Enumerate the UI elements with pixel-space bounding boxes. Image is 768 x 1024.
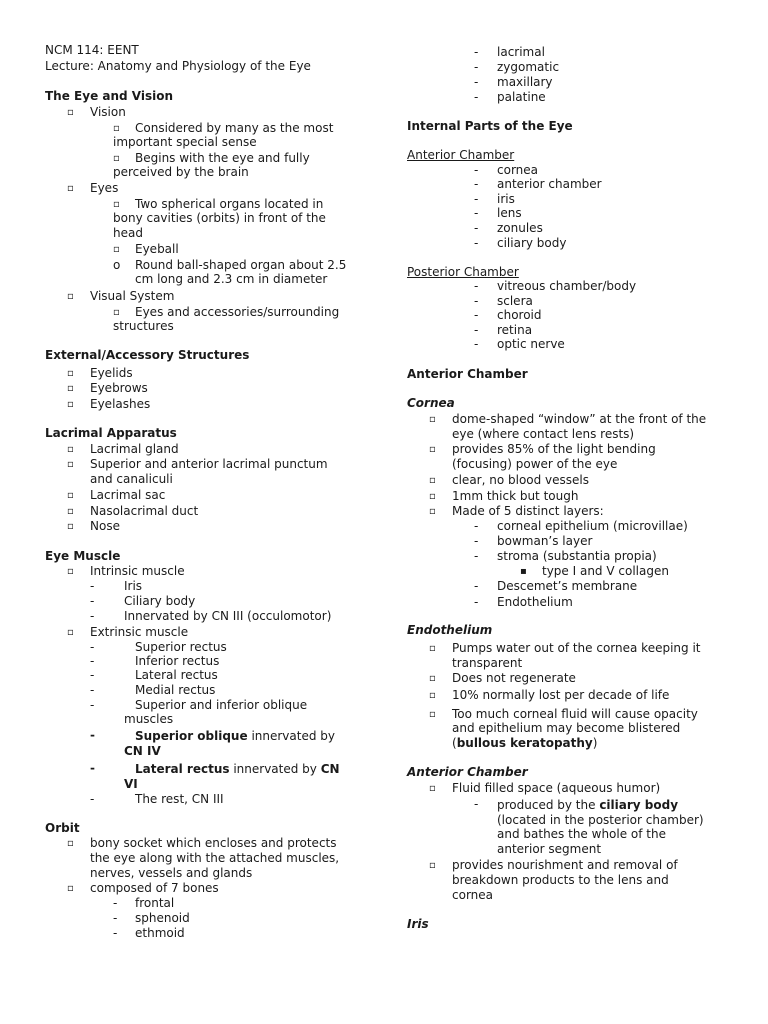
dash-bullet: -	[90, 683, 95, 697]
square-bullet: ▫	[67, 838, 74, 849]
section-heading-external: External/Accessory Structures	[45, 348, 250, 362]
square-bullet: ▫	[429, 783, 436, 794]
list-item: Begins with the eye and fully	[135, 151, 310, 165]
list-item-continued: head	[113, 226, 143, 240]
list-item: Nasolacrimal duct	[90, 504, 199, 518]
dash-bullet: -	[474, 75, 479, 89]
dash-bullet: -	[90, 761, 95, 775]
list-item: Eyelashes	[90, 397, 151, 411]
list-item: choroid	[497, 308, 542, 322]
subheading-iris: Iris	[407, 917, 429, 931]
list-item: 1mm thick but tough	[452, 489, 579, 503]
section-heading-lacrimal: Lacrimal Apparatus	[45, 426, 177, 440]
lecture-title: Lecture: Anatomy and Physiology of the Eye	[45, 59, 311, 73]
list-item: Visual System	[90, 289, 175, 303]
square-bullet: ▫	[429, 690, 436, 701]
list-item: Fluid filled space (aqueous humor)	[452, 781, 661, 795]
list-item: iris	[497, 192, 515, 206]
list-item-continued: cm long and 2.3 cm in diameter	[135, 272, 328, 286]
list-item-continued: bony cavities (orbits) in front of the	[113, 211, 326, 225]
list-item: corneal epithelium (microvillae)	[497, 519, 688, 533]
list-item-continued: muscles	[124, 712, 174, 726]
square-bullet: ▫	[429, 643, 436, 654]
list-item: Lacrimal gland	[90, 442, 179, 456]
filled-square-bullet: ▪	[520, 566, 527, 577]
list-item-continued: nerves, vessels and glands	[90, 866, 253, 880]
list-item: Superior rectus	[135, 640, 227, 654]
dash-bullet: -	[474, 236, 479, 250]
course-title: NCM 114: EENT	[45, 43, 139, 57]
list-item: sclera	[497, 294, 533, 308]
square-bullet: ▫	[429, 475, 436, 486]
list-item: ciliary body	[497, 236, 567, 250]
square-bullet: ▫	[429, 414, 436, 425]
list-item: optic nerve	[497, 337, 565, 351]
section-heading-internal: Internal Parts of the Eye	[407, 119, 573, 133]
square-bullet: ▫	[113, 153, 120, 164]
o-bullet: o	[113, 258, 121, 272]
list-item-continued: eye (where contact lens rests)	[452, 427, 635, 441]
square-bullet: ▫	[429, 506, 436, 517]
list-item: composed of 7 bones	[90, 881, 219, 895]
list-item: maxillary	[497, 75, 553, 89]
list-item: ethmoid	[135, 926, 185, 940]
square-bullet: ▫	[67, 627, 74, 638]
list-item: Extrinsic muscle	[90, 625, 189, 639]
dash-bullet: -	[474, 221, 479, 235]
list-item: Does not regenerate	[452, 671, 576, 685]
square-bullet: ▫	[429, 444, 436, 455]
list-item: Intrinsic muscle	[90, 564, 185, 578]
list-item-continued: important special sense	[113, 135, 257, 149]
list-item-continued: perceived by the brain	[113, 165, 249, 179]
square-bullet: ▫	[67, 399, 74, 410]
list-item: Lacrimal sac	[90, 488, 166, 502]
list-item-continued: transparent	[452, 656, 523, 670]
square-bullet: ▫	[429, 491, 436, 502]
square-bullet: ▫	[67, 459, 74, 470]
dash-bullet: -	[474, 337, 479, 351]
dash-bullet: -	[474, 206, 479, 220]
dash-bullet: -	[474, 308, 479, 322]
list-item: Eyelids	[90, 366, 133, 380]
list-item: Medial rectus	[135, 683, 216, 697]
list-item: anterior chamber	[497, 177, 602, 191]
section-heading-anterior-chamber: Anterior Chamber	[407, 367, 528, 381]
subheading-anterior-chamber-2: Anterior Chamber	[407, 765, 528, 779]
list-item: Considered by many as the most	[135, 121, 334, 135]
list-item: Descemet’s membrane	[497, 579, 638, 593]
dash-bullet: -	[90, 728, 95, 742]
dash-bullet: -	[474, 519, 479, 533]
list-item: Ciliary body	[124, 594, 196, 608]
dash-bullet: -	[474, 163, 479, 177]
list-item: zygomatic	[497, 60, 560, 74]
square-bullet: ▫	[113, 199, 120, 210]
list-item: The rest, CN III	[135, 792, 224, 806]
dash-bullet: -	[90, 609, 95, 623]
list-item: Lateral rectus	[135, 668, 218, 682]
dash-bullet: -	[90, 579, 95, 593]
list-item: dome-shaped “window” at the front of the	[452, 412, 707, 426]
dash-bullet: -	[474, 797, 479, 811]
dash-bullet: -	[90, 792, 95, 806]
dash-bullet: -	[90, 654, 95, 668]
list-item: bony socket which encloses and protects	[90, 836, 337, 850]
list-item-continued: VI	[124, 777, 138, 791]
dash-bullet: -	[474, 90, 479, 104]
list-item-continued: (located in the posterior chamber)	[497, 813, 704, 827]
dash-bullet: -	[474, 60, 479, 74]
subheading-cornea: Cornea	[407, 396, 455, 410]
dash-bullet: -	[474, 534, 479, 548]
dash-bullet: -	[474, 294, 479, 308]
list-item-continued: CN IV	[124, 744, 161, 758]
square-bullet: ▫	[67, 383, 74, 394]
list-item: provides 85% of the light bending	[452, 442, 656, 456]
list-item: Innervated by CN III (occulomotor)	[124, 609, 332, 623]
list-item-continued: structures	[113, 319, 174, 333]
list-item: frontal	[135, 896, 175, 910]
list-item: bowman’s layer	[497, 534, 593, 548]
dash-bullet: -	[113, 911, 118, 925]
list-item: Pumps water out of the cornea keeping it	[452, 641, 701, 655]
list-item: lens	[497, 206, 522, 220]
dash-bullet: -	[474, 279, 479, 293]
list-item: Superior and anterior lacrimal punctum	[90, 457, 328, 471]
section-heading-eye-vision: The Eye and Vision	[45, 89, 174, 103]
list-item: Inferior rectus	[135, 654, 220, 668]
list-item: Round ball-shaped organ about 2.5	[135, 258, 347, 272]
square-bullet: ▫	[429, 673, 436, 684]
list-item: Eyeball	[135, 242, 179, 256]
list-item: retina	[497, 323, 533, 337]
square-bullet: ▫	[113, 307, 120, 318]
list-item: lacrimal	[497, 45, 545, 59]
dash-bullet: -	[474, 549, 479, 563]
list-item: Endothelium	[497, 595, 573, 609]
list-item: Superior and inferior oblique	[135, 698, 308, 712]
list-item: Eyes	[90, 181, 119, 195]
dash-bullet: -	[90, 640, 95, 654]
list-item-continued: anterior segment	[497, 842, 602, 856]
square-bullet: ▫	[67, 521, 74, 532]
dash-bullet: -	[474, 595, 479, 609]
list-item: Iris	[124, 579, 143, 593]
square-bullet: ▫	[67, 444, 74, 455]
list-item-continued: and epithelium may become blistered	[452, 721, 681, 735]
list-item: palatine	[497, 90, 546, 104]
square-bullet: ▫	[67, 566, 74, 577]
list-item: type I and V collagen	[542, 564, 669, 578]
subheading-endothelium: Endothelium	[407, 623, 493, 637]
list-item-superior-oblique: Superior oblique innervated by	[135, 729, 335, 743]
section-heading-orbit: Orbit	[45, 821, 80, 835]
list-item-continued: and canaliculi	[90, 472, 173, 486]
square-bullet: ▫	[429, 709, 436, 720]
list-item: Vision	[90, 105, 126, 119]
square-bullet: ▫	[67, 490, 74, 501]
section-heading-eye-muscle: Eye Muscle	[45, 549, 121, 563]
list-item: zonules	[497, 221, 543, 235]
list-item: Too much corneal fluid will cause opacity	[452, 707, 698, 721]
dash-bullet: -	[474, 177, 479, 191]
square-bullet: ▫	[113, 123, 120, 134]
list-item-lateral-rectus: Lateral rectus innervated by CN	[135, 762, 340, 776]
list-item-ciliary-body: produced by the ciliary body	[497, 798, 679, 812]
list-item: Made of 5 distinct layers:	[452, 504, 604, 518]
square-bullet: ▫	[67, 506, 74, 517]
list-item: cornea	[497, 163, 539, 177]
list-item: Nose	[90, 519, 120, 533]
list-item-continued: the eye along with the attached muscles,	[90, 851, 340, 865]
list-item-bullous-keratopathy: (bullous keratopathy)	[452, 736, 598, 750]
list-item-continued: (focusing) power of the eye	[452, 457, 618, 471]
list-item: vitreous chamber/body	[497, 279, 637, 293]
square-bullet: ▫	[67, 883, 74, 894]
square-bullet: ▫	[67, 291, 74, 302]
square-bullet: ▫	[429, 860, 436, 871]
dash-bullet: -	[113, 926, 118, 940]
square-bullet: ▫	[67, 368, 74, 379]
list-item: sphenoid	[135, 911, 190, 925]
dash-bullet: -	[474, 45, 479, 59]
list-item: clear, no blood vessels	[452, 473, 590, 487]
dash-bullet: -	[474, 192, 479, 206]
list-item: Eyes and accessories/surrounding	[135, 305, 340, 319]
list-item: provides nourishment and removal of	[452, 858, 678, 872]
square-bullet: ▫	[67, 107, 74, 118]
list-item-continued: and bathes the whole of the	[497, 827, 666, 841]
subheading-anterior-chamber: Anterior Chamber	[407, 148, 515, 162]
dash-bullet: -	[90, 698, 95, 712]
dash-bullet: -	[474, 579, 479, 593]
dash-bullet: -	[113, 896, 118, 910]
square-bullet: ▫	[67, 183, 74, 194]
list-item: 10% normally lost per decade of life	[452, 688, 670, 702]
list-item: Eyebrows	[90, 381, 148, 395]
dash-bullet: -	[90, 668, 95, 682]
subheading-posterior-chamber: Posterior Chamber	[407, 265, 519, 279]
dash-bullet: -	[90, 594, 95, 608]
list-item: Two spherical organs located in	[135, 197, 324, 211]
list-item: stroma (substantia propia)	[497, 549, 657, 563]
dash-bullet: -	[474, 323, 479, 337]
list-item-continued: cornea	[452, 888, 494, 902]
square-bullet: ▫	[113, 244, 120, 255]
list-item-continued: breakdown products to the lens and	[452, 873, 669, 887]
